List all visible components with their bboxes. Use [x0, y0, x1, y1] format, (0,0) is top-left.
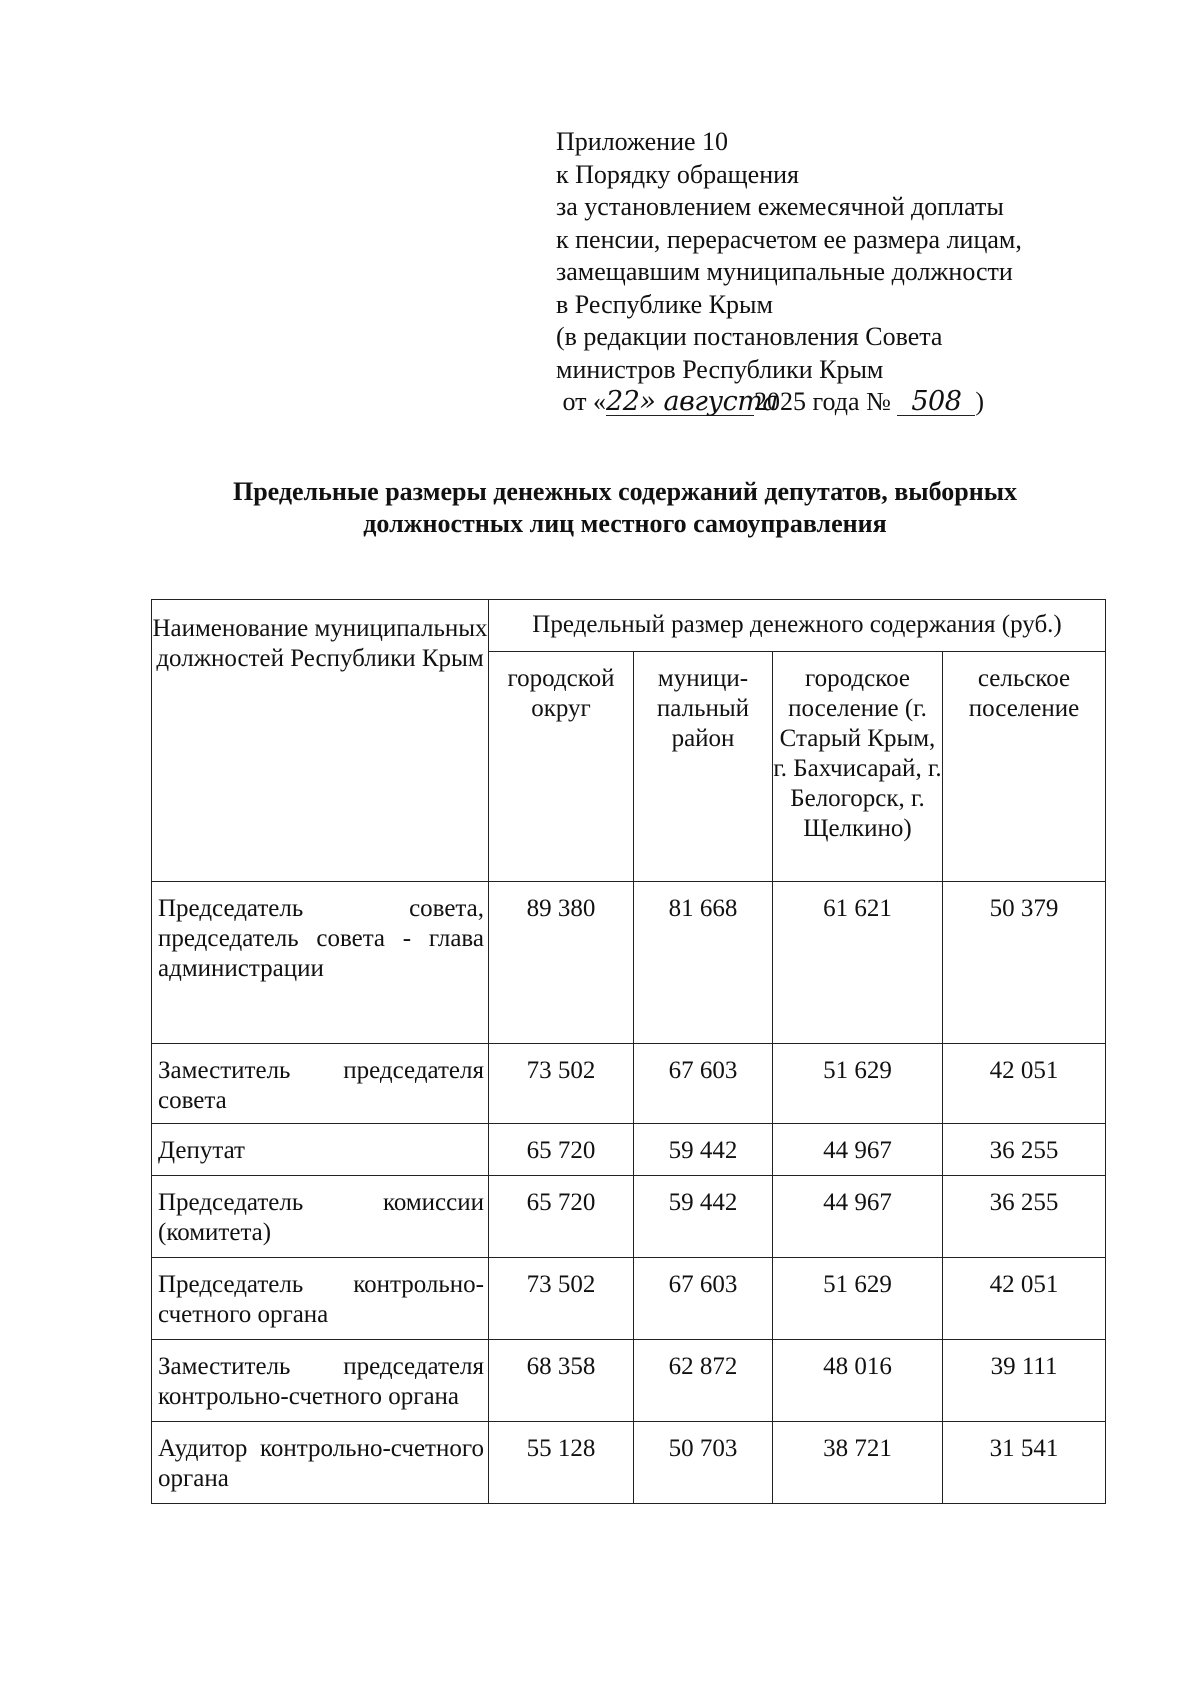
position-name: Председатель контрольно-счетного органа	[152, 1258, 489, 1340]
appendix-line: Приложение 10	[556, 127, 729, 156]
table-row	[152, 1258, 1106, 1340]
date-line	[556, 386, 1116, 419]
appendix-line: замещавшим муниципальные должности	[556, 257, 1013, 286]
appendix-line: министров Республики Крым	[556, 354, 884, 384]
value-urban-settlement: 51 629	[773, 1044, 943, 1124]
table-row	[152, 882, 1106, 1044]
value-urban-settlement: 44 967	[773, 1124, 943, 1176]
handwritten-number: 508	[897, 389, 975, 416]
header-urban-district: городской округ	[489, 652, 634, 882]
value-municipal-district: 62 872	[634, 1340, 773, 1422]
value-urban-district: 89 380	[489, 882, 634, 1044]
value-municipal-district: 67 603	[634, 1044, 773, 1124]
value-urban-settlement: 48 016	[773, 1340, 943, 1422]
value-rural-settlement: 39 111	[943, 1340, 1106, 1422]
position-name: Депутат	[152, 1124, 489, 1176]
value-municipal-district: 81 668	[634, 882, 773, 1044]
date-prefix: от «	[562, 387, 607, 416]
table-row	[152, 1422, 1106, 1504]
title-line-2: должностных лиц местного самоуправления	[363, 509, 887, 538]
header-position-name: Наименование муниципальных должностей Республики Крым	[152, 600, 489, 882]
table-header-row	[152, 600, 1106, 652]
value-urban-settlement: 61 621	[773, 882, 943, 1044]
date-suffix: )	[975, 387, 985, 416]
value-urban-settlement: 44 967	[773, 1176, 943, 1258]
handwritten-date: 22» августа	[606, 386, 778, 417]
position-name: Председатель комиссии (комитета)	[152, 1176, 489, 1258]
value-urban-settlement: 51 629	[773, 1258, 943, 1340]
document-title	[150, 476, 1100, 540]
position-name: Председатель совета, председатель совета - глава администрации	[152, 882, 489, 1044]
header-salary-group: Предельный размер денежного содержания (руб.)	[489, 600, 1106, 652]
appendix-line: за установлением ежемесячной доплаты	[556, 192, 1004, 221]
value-rural-settlement: 36 255	[943, 1176, 1106, 1258]
table-row	[152, 1340, 1106, 1422]
value-urban-district: 65 720	[489, 1176, 634, 1258]
salary-table	[151, 599, 1106, 1504]
position-name: Заместитель председателя совета	[152, 1044, 489, 1124]
value-urban-settlement: 38 721	[773, 1422, 943, 1504]
table-row	[152, 1124, 1106, 1176]
table-row	[152, 1044, 1106, 1124]
value-rural-settlement: 42 051	[943, 1044, 1106, 1124]
value-municipal-district: 67 603	[634, 1258, 773, 1340]
table-row	[152, 1176, 1106, 1258]
title-line-1: Предельные размеры денежных содержаний депутатов, выборных	[232, 477, 1017, 506]
appendix-block	[556, 126, 1116, 419]
value-municipal-district: 59 442	[634, 1124, 773, 1176]
date-year: 2025 года №	[754, 387, 891, 416]
header-municipal-district: муници-пальный район	[634, 652, 773, 882]
value-rural-settlement: 31 541	[943, 1422, 1106, 1504]
value-municipal-district: 59 442	[634, 1176, 773, 1258]
appendix-line: к пенсии, перерасчетом ее размера лицам,	[556, 224, 1022, 254]
value-urban-district: 55 128	[489, 1422, 634, 1504]
value-rural-settlement: 50 379	[943, 882, 1106, 1044]
value-urban-district: 73 502	[489, 1258, 634, 1340]
header-rural-settlement: сельское поселение	[943, 652, 1106, 882]
appendix-line: в Республике Крым	[556, 289, 773, 319]
appendix-line: (в редакции постановления Совета	[556, 322, 943, 351]
value-rural-settlement: 36 255	[943, 1124, 1106, 1176]
appendix-line: к Порядку обращения	[556, 159, 799, 189]
position-name: Заместитель председателя контрольно-счетного органа	[152, 1340, 489, 1422]
value-urban-district: 73 502	[489, 1044, 634, 1124]
value-urban-district: 65 720	[489, 1124, 634, 1176]
header-urban-settlement: городское поселение (г. Старый Крым, г. Бахчисарай, г. Белогорск, г. Щелкино)	[773, 652, 943, 882]
position-name: Аудитор контрольно-счетного органа	[152, 1422, 489, 1504]
value-urban-district: 68 358	[489, 1340, 634, 1422]
value-rural-settlement: 42 051	[943, 1258, 1106, 1340]
value-municipal-district: 50 703	[634, 1422, 773, 1504]
